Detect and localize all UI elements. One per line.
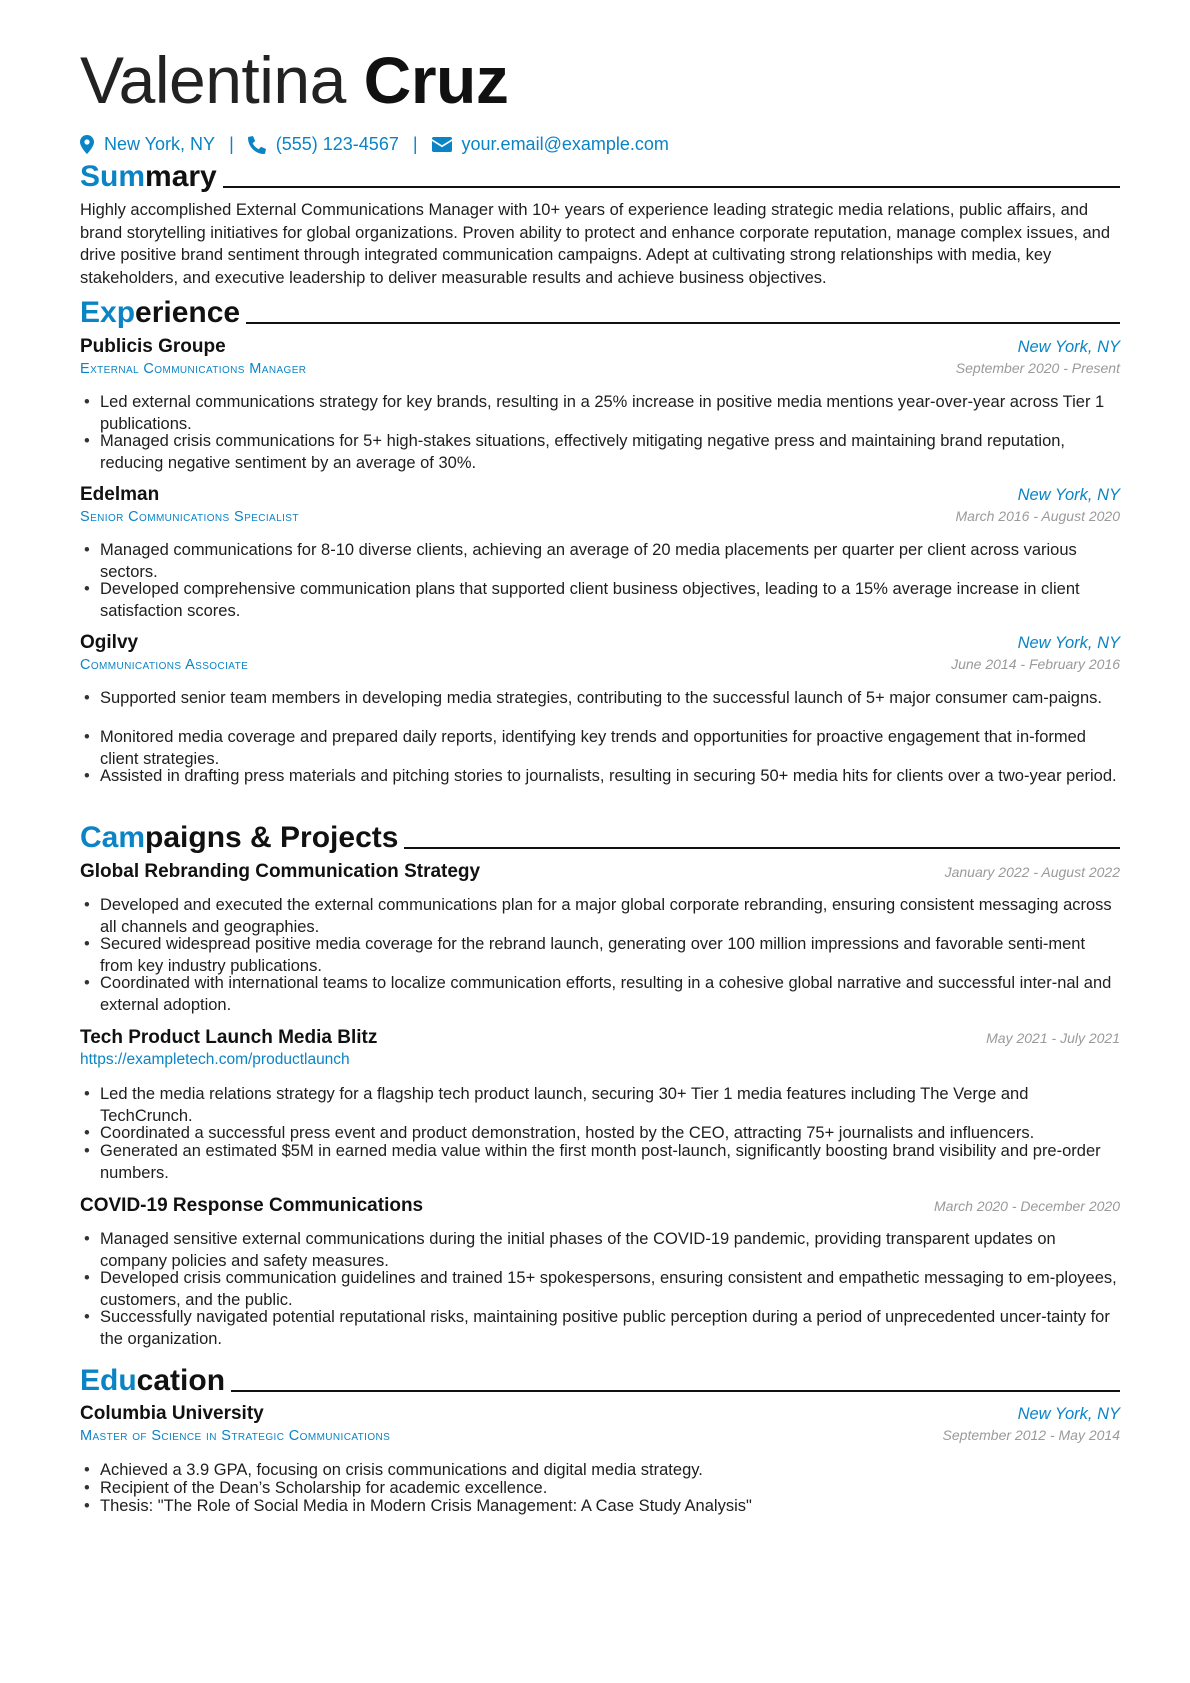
project-dates: March 2020 - December 2020: [934, 1198, 1120, 1214]
project-link[interactable]: https://exampletech.com/productlaunch: [80, 1051, 350, 1068]
section-summary-heading: [80, 154, 1120, 194]
job-title: External Communications Manager: [80, 361, 307, 377]
bullet-item: • Led the media relations strategy for a flagship tech product launch, securing 30+ Tier 1 media features including The Verge and TechCrunch.: [100, 1084, 1120, 1127]
job-location: New York, NY: [1017, 486, 1120, 504]
company-name: Edelman: [80, 484, 160, 505]
first-name: Valentina: [80, 43, 346, 117]
title-rest: paigns & Projects: [145, 821, 399, 854]
bullet-item: • Achieved a 3.9 GPA, focusing on crisis communications and digital media strategy.: [100, 1460, 1120, 1482]
bullet-item: • Successfully navigated potential reputational risks, maintaining positive public perception during a period of unprecedented uncer-tainty for the organization.: [100, 1307, 1120, 1350]
section-rule: [231, 1390, 1120, 1392]
section-rule: [404, 847, 1120, 849]
section-title: [80, 1364, 225, 1398]
bullet-item: • Secured widespread positive media coverage for the rebrand launch, generating over 100 million impressions and favorable senti-ment from key industry publications.: [100, 934, 1120, 977]
phone-icon: [248, 136, 266, 154]
job-title: Communications Associate: [80, 657, 249, 673]
project-title: Global Rebranding Communication Strategy: [80, 861, 481, 882]
title-rest: cation: [136, 1364, 226, 1397]
school-name: Columbia University: [80, 1403, 264, 1424]
contact-email[interactable]: [432, 134, 669, 155]
company-name: Ogilvy: [80, 632, 139, 653]
job-location: New York, NY: [1017, 634, 1120, 652]
bullet-item: • Developed comprehensive communication plans that supported client business objectives, leading to a 15% average increase in client satisfaction scores.: [100, 579, 1120, 622]
phone-text: (555) 123-4567: [275, 134, 399, 154]
contact-phone[interactable]: [248, 134, 399, 155]
summary-text: Highly accomplished External Communications Manager with 10+ years of experience leading strategic media relations, public affairs, and brand storytelling initiatives for global organizations. Proven ability to protect and enhance corporate reputation, manage complex issues, and drive positive brand sentiment through integrated communication campaigns. Adept at cultivating strong relationships with media, key stakeholders, and executive leadership to deliver measurable results and achieve business objectives.: [80, 201, 1111, 287]
title-highlight: Edu: [80, 1364, 137, 1397]
bullet-item: • Managed crisis communications for 5+ high-stakes situations, effectively mitigating negative press and maintaining brand reputation, reducing negative sentiment by an average of 30%.: [100, 431, 1120, 474]
job-location: New York, NY: [1017, 338, 1120, 356]
title-highlight: Sum: [80, 160, 146, 193]
envelope-icon: [432, 137, 452, 152]
last-name: Cruz: [363, 43, 509, 117]
title-highlight: Exp: [80, 296, 136, 329]
contact-separator: |: [229, 134, 234, 154]
email-text: your.email@example.com: [461, 134, 669, 154]
experience-entry: [80, 336, 1120, 472]
section-title: [80, 296, 240, 330]
project-title: Tech Product Launch Media Blitz: [80, 1027, 378, 1048]
project-dates: January 2022 - August 2022: [944, 864, 1120, 880]
bullet-item: • Assisted in drafting press materials and pitching stories to journalists, resulting in securing 50+ media hits for clients over a two-year period.: [100, 766, 1120, 788]
bullet-item: • Led external communications strategy for key brands, resulting in a 25% increase in positive media mentions year-over-year across Tier 1 publications.: [100, 392, 1120, 435]
section-rule: [246, 322, 1120, 324]
job-dates: June 2014 - February 2016: [951, 656, 1120, 672]
project-entry: [80, 1027, 1120, 1182]
section-projects-heading: [80, 815, 1120, 855]
bullet-item: • Managed communications for 8-10 diverse clients, achieving an average of 20 media placements per quarter per client across various sectors.: [100, 540, 1120, 583]
bullet-item: • Monitored media coverage and prepared daily reports, identifying key trends and opportunities for proactive engagement that in-formed client strategies.: [100, 727, 1120, 770]
location-text: New York, NY: [104, 134, 216, 154]
degree: Master of Science in Strategic Communications: [80, 1428, 391, 1444]
experience-entry: [80, 632, 1120, 785]
bullet-item: • Thesis: "The Role of Social Media in Modern Crisis Management: A Case Study Analysis": [100, 1496, 1120, 1518]
job-dates: September 2020 - Present: [955, 360, 1120, 376]
project-entry: [80, 1195, 1120, 1348]
bullet-item: • Generated an estimated $5M in earned media value within the first month post-launch, significantly boosting brand visibility and pre-order numbers.: [100, 1141, 1120, 1184]
school-location: New York, NY: [1017, 1405, 1120, 1423]
bullet-item: • Developed and executed the external communications plan for a major global corporate rebranding, ensuring consistent messaging across all channels and geographies.: [100, 895, 1120, 938]
section-rule: [223, 186, 1120, 188]
bullet-item: • Developed crisis communication guidelines and trained 15+ spokespersons, ensuring consistent and empathetic messaging to em-ployees, customers, and the public.: [100, 1268, 1120, 1311]
project-entry: [80, 861, 1120, 1014]
contact-line: [80, 134, 669, 155]
company-name: Publicis Groupe: [80, 336, 226, 357]
bullet-item: • Coordinated with international teams to localize communication efforts, resulting in a cohesive global narrative and successful inter-nal and external adoption.: [100, 973, 1120, 1016]
resume-name: [80, 40, 508, 120]
project-title: COVID-19 Response Communications: [80, 1195, 424, 1216]
education-entry: [80, 1403, 1120, 1515]
bullet-item: • Managed sensitive external communications during the initial phases of the COVID-19 pandemic, providing transparent updates on company policies and safety measures.: [100, 1229, 1120, 1272]
section-experience-heading: [80, 290, 1120, 330]
map-pin-icon: [80, 135, 94, 154]
experience-entry: [80, 484, 1120, 620]
bullet-item: • Coordinated a successful press event and product demonstration, hosted by the CEO, attracting 75+ journalists and influencers.: [100, 1123, 1120, 1145]
job-title: Senior Communications Specialist: [80, 509, 299, 525]
section-education-heading: [80, 1358, 1120, 1398]
contact-separator: |: [412, 134, 418, 154]
contact-location: [80, 134, 215, 155]
project-dates: May 2021 - July 2021: [986, 1030, 1120, 1046]
title-highlight: Cam: [80, 821, 146, 854]
section-title: [80, 821, 398, 855]
job-dates: March 2016 - August 2020: [955, 508, 1120, 524]
bullet-item: • Recipient of the Dean’s Scholarship for academic excellence.: [100, 1478, 1120, 1500]
school-dates: September 2012 - May 2014: [942, 1427, 1120, 1443]
title-rest: erience: [135, 296, 241, 329]
title-rest: mary: [145, 160, 217, 193]
section-title: [80, 160, 217, 194]
bullet-item: • Supported senior team members in developing media strategies, contributing to the successful launch of 5+ major consumer cam-paigns.: [100, 688, 1120, 710]
